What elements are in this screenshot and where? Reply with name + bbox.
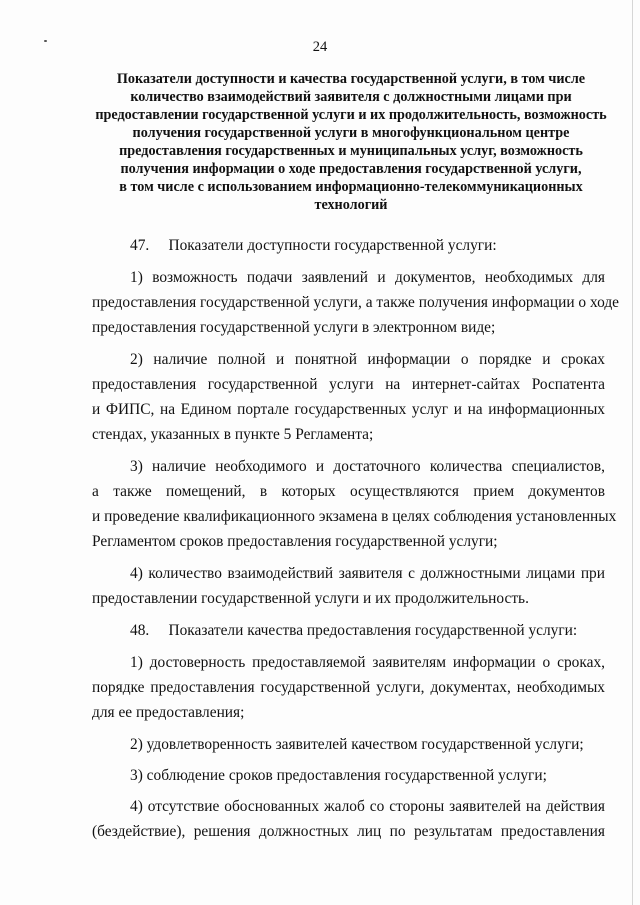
text-line: предоставления государственной услуги в электронном виде; [92, 319, 496, 336]
paragraph-47-item-1 [92, 265, 619, 340]
text-line: Регламентом сроков предоставления государственной услуги; [92, 533, 498, 550]
heading-line: в том числе с использованием информационно-телекоммуникационных [119, 179, 583, 195]
text-line: для ее предоставления; [92, 704, 245, 721]
text-line: предоставлении государственной услуги и их продолжительность. [92, 590, 529, 607]
text-line: 47. Показатели доступности государственной услуги: [130, 237, 497, 254]
paragraph-48-title [92, 618, 605, 643]
text-line: а также помещений, в которых осуществляются прием документов [92, 483, 605, 500]
text-line: 48. Показатели качества предоставления государственной услуги: [130, 622, 578, 639]
heading-line: количество взаимодействий заявителя с должностными лицами при [130, 89, 572, 105]
paragraph-47-item-2 [92, 347, 605, 447]
text-line: и ФИПС, на Едином портале государственных услуг и на информационных [92, 401, 605, 418]
heading-line: технологий [314, 197, 388, 213]
heading-line: получения информации о ходе предоставления государственной услуги, [120, 161, 582, 177]
heading-line: получения государственной услуги в многофункциональном центре [132, 125, 570, 141]
heading-line: Показатели доступности и качества государственной услуги, в том числе [116, 71, 586, 87]
section-heading [92, 70, 610, 214]
paragraph-48-item-2 [92, 732, 605, 757]
text-line: 4) количество взаимодействий заявителя с должностными лицами при [130, 565, 605, 582]
text-line: 4) отсутствие обоснованных жалоб со стороны заявителей на действия [130, 798, 605, 815]
paragraph-48-item-1 [92, 650, 605, 725]
scan-edge-line [632, 0, 633, 905]
paragraph-47-item-3 [92, 454, 617, 554]
text-line: 3) соблюдение сроков предоставления государственной услуги; [130, 767, 547, 784]
text-line: предоставления государственной услуги, а также получения информации о ходе [92, 294, 619, 311]
text-line: порядке предоставления государственной услуги, документах, необходимых [92, 679, 605, 696]
text-line: предоставления государственной услуги на интернет-сайтах Роспатента [92, 376, 605, 393]
text-line: 1) достоверность предоставляемой заявителям информации о сроках, [130, 654, 605, 671]
text-line: и проведение квалификационного экзамена в целях соблюдения установленных [92, 508, 617, 525]
paragraph-48-item-4 [92, 794, 605, 844]
document-body [92, 233, 619, 851]
page-number: 24 [312, 39, 328, 55]
text-line: 3) наличие необходимого и достаточного количества специалистов, [130, 458, 605, 475]
paragraph-48-item-3 [92, 763, 605, 788]
heading-line: предоставления государственных и муниципальных услуг, возможность [119, 143, 583, 159]
text-line: 2) удовлетворенность заявителей качеством государственной услуги; [130, 736, 584, 753]
heading-line: предоставлении государственной услуги и их продолжительность, возможность [95, 107, 607, 123]
text-line: 1) возможность подачи заявлений и документов, необходимых для [130, 269, 605, 286]
text-line: 2) наличие полной и понятной информации о порядке и сроках [130, 351, 605, 368]
paragraph-47-item-4 [92, 561, 605, 611]
text-line: (бездействие), решения должностных лиц по результатам предоставления [92, 823, 605, 840]
paragraph-47-title [92, 233, 605, 258]
text-line: стендах, указанных в пункте 5 Регламента; [92, 426, 374, 443]
